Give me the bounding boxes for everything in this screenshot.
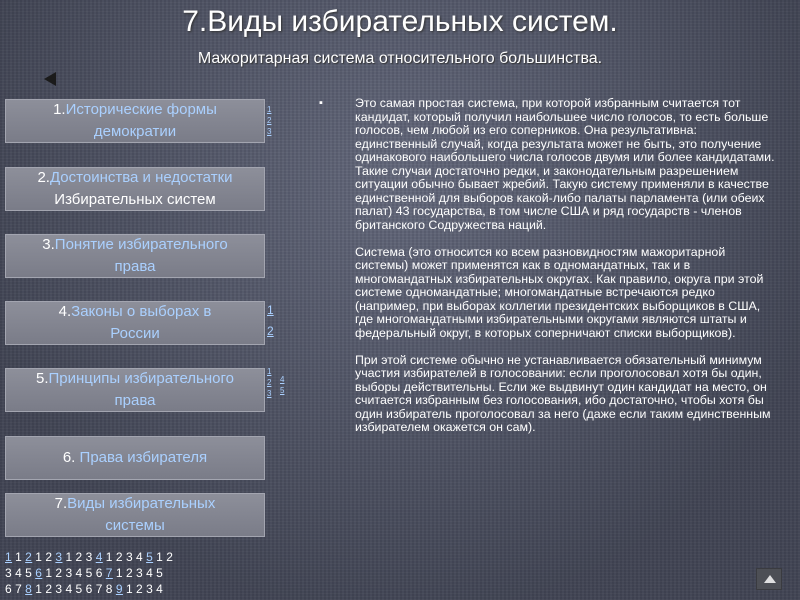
slide-number: 2 [125,566,134,580]
slide-number: 2 [45,550,53,564]
slide-number: 1 [15,550,23,564]
nav-item-line [59,301,212,323]
slide-number: 1 [105,550,113,564]
slide-number: 6 [85,582,93,596]
nav-item-link-cont[interactable]: демократии [93,123,177,140]
mini-link-5-3[interactable]: 3 [267,389,272,398]
slide-number: 6 [5,582,13,596]
slide-number: 1 [45,566,53,580]
slide-number: 1 [65,550,73,564]
nav-item-line [55,493,216,515]
slide-number: 3 [5,566,13,580]
slide-link[interactable]: 8 [25,582,33,596]
slide-number: 1 [35,550,43,564]
slide-number: 1 [156,550,164,564]
nav-item-link-cont[interactable]: системы [105,517,165,534]
nav-item-line [37,167,232,189]
content-paragraph: Это самая простая система, при которой избранным считается тот кандидат, который получил наибольшее число голосов, то есть больше голосов, чем любой из его соперников. Она результативна: единственный случай, когда результата может не быть, это получение одинакового наибольшего числа голосов двумя или более кандидатами. Такие случаи достаточно редки, и законодательным разрешением ситуации обычно бывает жребий. Такую систему применяли в качестве единственной для выборов какой-либо палаты парламента (или обеих палат) 43 государства, в том числе США и ряд государств - членов британского Содружества наций. [355,96,775,232]
mini-link-2[interactable]: 2 [267,116,272,125]
slide-link[interactable]: 7 [105,566,113,580]
nav-item-number: 6. [62,449,80,466]
nav-item-advantages[interactable] [5,167,265,211]
slide-number: 2 [75,550,83,564]
nav-item-historical-forms[interactable] [5,99,265,143]
slide-link[interactable]: 9 [115,582,123,596]
nav-item-line [42,234,227,256]
slide-number: 2 [45,582,53,596]
slide-number: 5 [25,566,33,580]
mini-link-4-1[interactable]: 1 [267,303,274,317]
nav-item-link-cont[interactable]: России [110,325,160,342]
nav-item-line [36,368,234,390]
slide-number: 2 [136,582,144,596]
nav-item-number: 3. [42,236,55,253]
content-paragraph: При этой системе обычно не устанавливается обязательный минимум участия избирателей в голосовании: если проголосовал хотя бы один, выборы действительны. Если же выдвинут один кандидат на место, он считается избранным без голосования, ибо достаточно, чтобы хотя бы один избиратель проголосовал за него (даже если таким единственным избирателем окажется он сам). [355,352,771,434]
nav-item-suffrage-concept[interactable] [5,234,265,278]
nav-item-label-cont: Избирательных систем [54,191,216,208]
slide-number: 7 [15,582,23,596]
slide-link[interactable]: 4 [95,550,103,564]
nav-item-principles[interactable] [5,368,265,412]
slide-number: 3 [125,550,134,564]
page-subtitle: Мажоритарная система относительного большинства. [197,50,603,67]
nav-item-link[interactable]: Законы о выборах в [71,303,212,320]
slide-number: 3 [85,550,93,564]
slide-number: 5 [156,566,164,580]
bullet-icon: ▪ [319,97,323,109]
mini-link-1[interactable]: 1 [267,105,272,114]
content-paragraph: Система (это относится ко всем разновидностям мажоритарной системы) может применятся как в одномандатных, так и в многомандатных избирательных округах. Как правило, округа при этой системе одномандатные; многомандатные встречаются редко (например, при выборах коллегии президентских выборщиков в США, где многомандатными избирательными округами являются штаты и федеральный округ, в которых соперничают списки выборщиков). [355,244,764,340]
nav-item-electoral-systems[interactable] [5,493,265,537]
nav-item-link-cont[interactable]: права [114,392,156,409]
nav-item-line [53,99,217,121]
nav-item-link[interactable]: Исторические формы [65,101,217,118]
slide-number: 2 [166,550,174,564]
nav-item-number: 7. [54,495,68,512]
nav-item-voter-rights[interactable] [5,436,265,480]
nav-item-number: 1. [53,101,66,118]
nav-item-number: 4. [58,303,72,320]
triangle-up-icon[interactable] [756,568,782,590]
slide-number: 3 [136,566,144,580]
mini-link-5-5[interactable]: 5 [280,386,285,395]
slide-links-row [5,565,265,581]
slide-number: 2 [115,550,123,564]
slide-number: 1 [35,582,43,596]
nav-item-line [63,447,207,469]
nav-item-link[interactable]: Понятие избирательного [54,236,228,253]
slide-number: 4 [65,582,73,596]
slide-number: 3 [55,582,63,596]
mini-link-5-4[interactable]: 4 [280,375,285,384]
slide-link[interactable]: 3 [55,550,63,564]
slide-link[interactable]: 6 [35,566,43,580]
nav-item-link[interactable]: Права избирателя [79,449,208,466]
slide-number: 5 [85,566,93,580]
nav-item-link[interactable]: Достоинства и недостатки [49,169,233,186]
bottom-slide-links [5,549,265,597]
slide-number: 5 [75,582,83,596]
mini-link-5-2[interactable]: 2 [267,378,272,387]
nav-item-link-cont[interactable]: права [114,258,156,275]
nav-item-link[interactable]: Виды избирательных [67,495,216,512]
slide-number: 6 [95,566,103,580]
slide-links-row [5,549,265,565]
mini-link-5-1[interactable]: 1 [267,367,272,376]
slide-number: 4 [75,566,83,580]
nav-item-number: 2. [37,169,50,186]
slide-links-row [5,581,265,597]
slide-number: 1 [125,582,134,596]
triangle-left-icon[interactable] [44,72,56,86]
nav-item-number: 5. [36,370,49,387]
slide-number: 4 [146,566,154,580]
slide-number: 8 [105,582,113,596]
slide-number: 4 [15,566,23,580]
slide-link[interactable]: 5 [146,550,154,564]
mini-link-3[interactable]: 3 [267,127,272,136]
slide-number: 4 [156,582,164,596]
nav-item-link[interactable]: Принципы избирательного [48,370,234,387]
slide-number: 7 [95,582,103,596]
nav-item-election-laws[interactable] [5,301,265,345]
mini-link-4-2[interactable]: 2 [267,324,274,338]
content-text [319,96,775,448]
slide-number: 2 [55,566,63,580]
slide-number: 3 [146,582,154,596]
slide-number: 1 [115,566,123,580]
slide-number: 3 [65,566,73,580]
slide-link[interactable]: 2 [25,550,33,564]
slide-number: 4 [136,550,144,564]
slide-link[interactable]: 1 [5,550,13,564]
page-title: 7.Виды избирательных систем. [182,5,618,38]
